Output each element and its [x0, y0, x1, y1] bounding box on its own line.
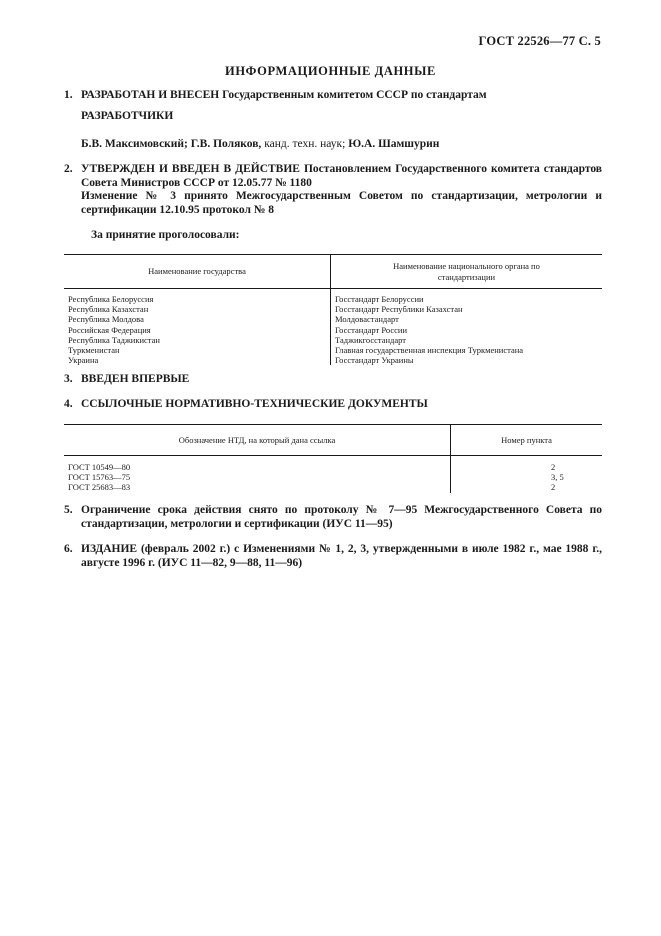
ref-doc: ГОСТ 25683—83 — [68, 482, 131, 493]
section-1 — [64, 89, 602, 103]
document-title: ИНФОРМАЦИОННЫЕ ДАННЫЕ — [225, 64, 436, 78]
table-row — [64, 289, 602, 366]
references-table-header-row — [64, 425, 602, 456]
standards-body: Госстандарт Белоруссии — [335, 294, 424, 304]
section-2 — [64, 163, 602, 217]
page-header-doc-code: ГОСТ 22526—77 С. 5 — [478, 34, 601, 48]
ref-doc: ГОСТ 10549—80 — [68, 462, 131, 472]
references-table — [64, 424, 602, 493]
ref-doc-column — [64, 456, 451, 493]
standards-body: Молдовастандарт — [335, 314, 399, 325]
section-5-text: Ограничение срока действия снято по протоколу № 7—95 Межгосударственного Совета по стандартизации, метрологии и сертификации (ИУС 11—95) — [81, 504, 602, 530]
section-1-text: Государственным комитетом СССР по стандартам — [222, 89, 487, 101]
section-3 — [64, 373, 602, 387]
section-3-number: 3. — [64, 373, 73, 385]
ref-clause: 3, 5 — [551, 472, 564, 483]
state-name: Республика Таджикистан — [68, 334, 160, 345]
standards-body: Госстандарт Республики Казахстан — [335, 304, 463, 315]
state-name: Украина — [68, 355, 99, 366]
standards-body: Таджикгосстандарт — [335, 334, 407, 345]
state-name: Республика Белоруссия — [68, 294, 154, 304]
states-table-header-state: Наименование государства — [64, 255, 331, 289]
state-name: Туркменистан — [68, 345, 120, 356]
section-1-lead: РАЗРАБОТАН И ВНЕСЕН — [81, 89, 220, 101]
standards-body: Госстандарт Украины — [335, 355, 414, 366]
section-6 — [64, 543, 602, 570]
section-4-number: 4. — [64, 398, 73, 410]
standards-body: Госстандарт России — [335, 324, 408, 335]
section-2-text: Постановлением Государственного комитета стандартов Совета Министров СССР от 12.05.77 № 1180 — [81, 163, 602, 189]
states-table-header-body: Наименование национального органа по стандартизации — [331, 255, 603, 289]
developers-list — [81, 138, 439, 150]
developers-heading: РАЗРАБОТЧИКИ — [81, 110, 174, 122]
states-column — [64, 289, 331, 366]
section-5 — [64, 504, 602, 531]
references-table-header-doc: Обозначение НТД, на который дана ссылка — [64, 425, 451, 456]
state-name: Российская Федерация — [68, 324, 151, 335]
developer-1-name: Б.В. Максимовский; Г.В. Поляков, — [81, 138, 262, 150]
developer-2-name: Ю.А. Шамшурин — [348, 138, 440, 150]
developer-1-degree: канд. техн. наук; — [264, 138, 346, 150]
standards-body: Главная государственная инспекция Туркменистана — [335, 345, 524, 356]
section-2-number: 2. — [64, 163, 73, 175]
references-table-header-clause: Номер пункта — [451, 425, 603, 456]
vote-heading: За принятие проголосовали: — [91, 229, 240, 241]
section-4-text: ССЫЛОЧНЫЕ НОРМАТИВНО-ТЕХНИЧЕСКИЕ ДОКУМЕНТЫ — [81, 398, 428, 410]
section-2-lead: УТВЕРЖДЕН И ВВЕДЕН В ДЕЙСТВИЕ — [81, 163, 300, 175]
table-row — [64, 456, 602, 493]
ref-doc: ГОСТ 15763—75 — [68, 472, 131, 483]
ref-clause: 2 — [551, 462, 556, 472]
section-6-number: 6. — [64, 543, 73, 555]
states-table — [64, 254, 602, 365]
ref-clause-column — [451, 456, 603, 493]
section-3-text: ВВЕДЕН ВПЕРВЫЕ — [81, 373, 190, 385]
state-name: Республика Молдова — [68, 314, 144, 325]
states-table-header-row — [64, 255, 602, 289]
section-1-number: 1. — [64, 89, 73, 101]
section-2-amendment: Изменение № 3 принято Межгосударственным Советом по стандартизации, метрологии и сертификации 12.10.95 протокол № 8 — [81, 190, 602, 216]
state-name: Республика Казахстан — [68, 304, 149, 315]
section-6-text: ИЗДАНИЕ (февраль 2002 г.) с Изменениями № 1, 2, 3, утвержденными в июле 1982 г., мае 1988 г., августе 1996 г. (ИУС 11—82, 9—88, 11—96) — [81, 543, 602, 569]
section-5-number: 5. — [64, 504, 73, 516]
bodies-column — [331, 289, 603, 366]
section-4 — [64, 398, 602, 412]
ref-clause: 2 — [551, 482, 556, 493]
